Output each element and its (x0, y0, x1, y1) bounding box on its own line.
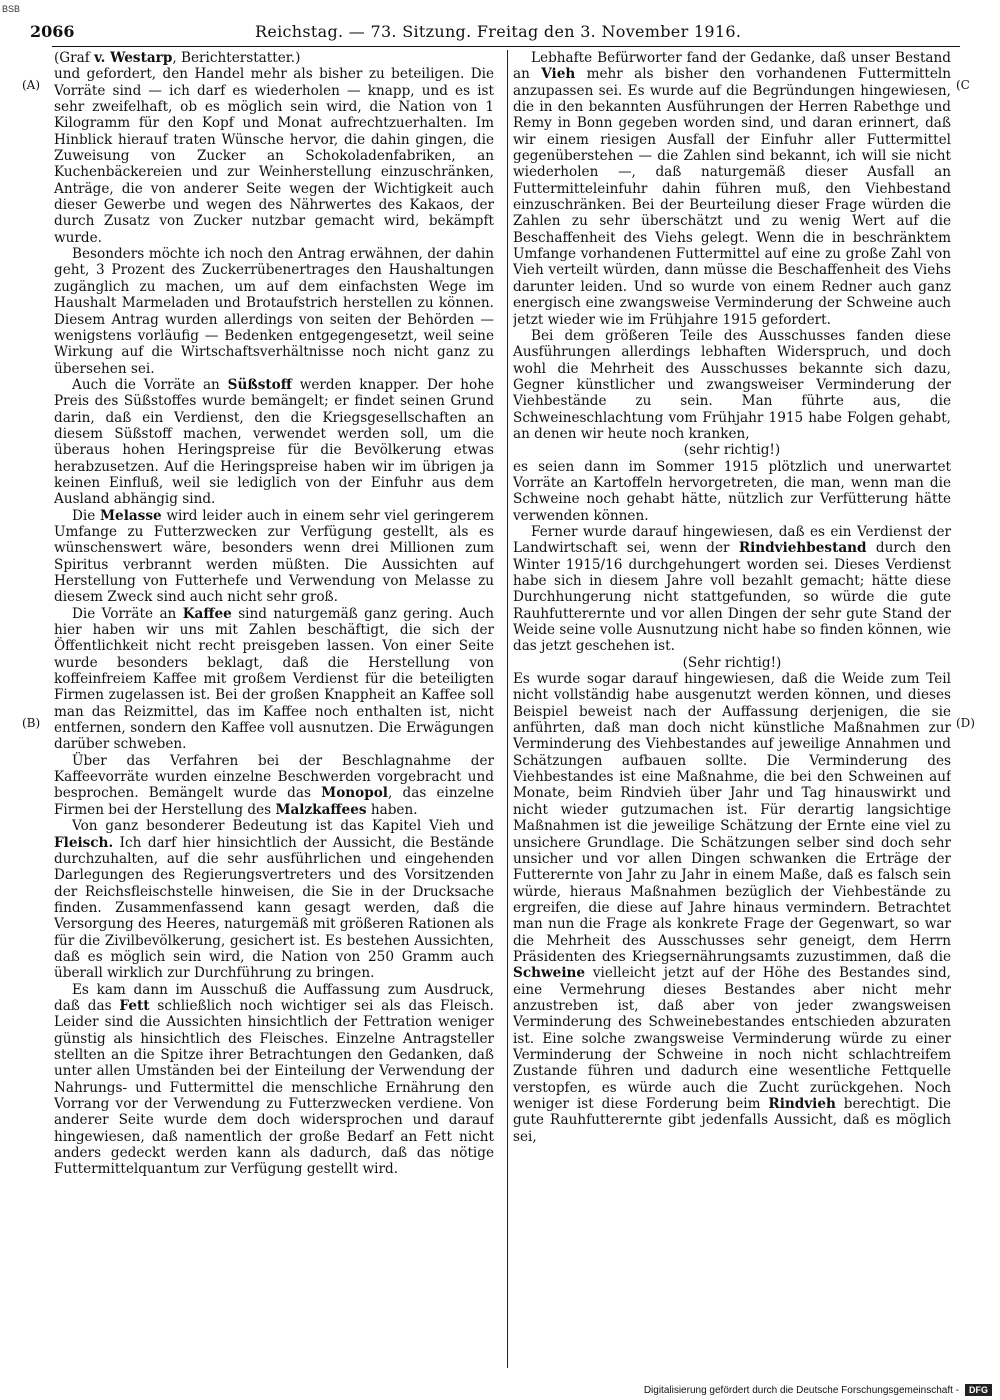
paragraph: Über das Verfahren bei der Beschlagnahme der Kaffeevorräte wurden einzelne Beschwerden vorgebracht und besprochen. Bemängelt wurde das Monopol, das einzelne Firmen bei der Herstellung des Malzkaffees haben. (54, 752, 494, 818)
running-title: Reichstag. — 73. Sitzung. Freitag den 3. November 1916. (255, 22, 742, 41)
library-corner-label: BSB (2, 4, 21, 14)
paragraph: Die Melasse wird leider auch in einem sehr viel geringerem Umfange zu Futterzwecken zur Verfügung gestellt, als es wünschenswert wäre, besonders wenn drei Millionen zum Spiritus verbrannt werden müßten. Die Aussichten auf Herstellung von Futterhefe und Verwendung von Melasse zu diesem Zweck sind auch nicht sehr groß. (54, 507, 494, 606)
keyword: Vieh (541, 66, 576, 83)
keyword: Malzkaffees (275, 801, 367, 818)
paragraph: Ferner wurde darauf hingewiesen, daß es ein Verdienst der Landwirtschaft sei, wenn der Rindviehbestand durch den Winter 1915/16 durchgehungert worden sei. Dieses Verdienst habe sich in diesem Jahre voll bezahlt gemacht; hätte diese Durchhungerung nicht stattgefunden, so würde die gute Rauhfutterernte und vor allen Dingen der sehr gute Stand der Weide seine volle Ausnutzung nicht habe so finden können, wie das jetzt geschehen ist. (513, 523, 951, 655)
paragraph: Besonders möchte ich noch den Antrag erwähnen, der dahin geht, 3 Prozent des Zuckerrübenertrages den Haushaltungen zugänglich zu machen, um auf dem einfachsten Wege im Haushalt Marmeladen und Brotaufstrich herstellen zu können. Diesem Antrag wurden allerdings von seiten der Behörden — wenigstens vorläufig — Bedenken entgegengesetzt, weil seine Wirkung auf die Wirtschaftsverhältnisse noch nicht ganz zu übersehen sei. (54, 246, 494, 377)
speaker-name: v. Westarp (94, 50, 173, 66)
header-rule (52, 46, 960, 47)
margin-mark-b: (B) (22, 716, 41, 730)
interjection: (sehr richtig!) (683, 442, 781, 459)
column-divider (507, 50, 508, 1368)
footer-credit (644, 1384, 992, 1396)
paragraph: es seien dann im Sommer 1915 plötzlich und unerwartet Vorräte an Kartoffeln hervorgetreten, die man, wenn man die Schweine noch gehabt hätte, nützlich zur Verfütterung hätte verwenden können. (513, 458, 951, 524)
keyword: Kaffee (182, 605, 232, 622)
keyword: Melasse (100, 507, 162, 524)
paragraph: Von ganz besonderer Bedeutung ist das Kapitel Vieh und Fleisch. Ich darf hier hinsichtlich der Aussicht, die Bestände durchzuhalten, auf die sehr ausführlichen und eingehenden Darlegungen des Regierungsvertreters und des Vorsitzenden der Reichsfleischstelle hinweisen, die Sie in der Drucksache finden. Zusammenfassend kann gesagt werden, daß die Versorgung des Heeres, naturgemäß mit größeren Rationen als für die Zivilbevölkerung, gesichert ist. Es bestehen Aussichten, daß es möglich sein wird, die Nation von 250 Gramm auch überall wirklich zur Durchführung zu bringen. (54, 818, 494, 982)
paragraph: Es wurde sogar darauf hingewiesen, daß die Weide zum Teil nicht vollständig habe ausgenutzt werden können, und dieses Beispiel beweist nach der Auffassung derjenigen, die sie anführten, daß man doch nicht künstliche Maßnahmen zur Verminderung des Viehbestandes auf jeweilige Annahmen und Schätzungen aufbauen sollte. Die Verminderung des Viehbestandes ist eine Maßnahme, die bei den Schweinen auf Monate, beim Rindvieh über Jahr und Tag hinauswirkt und nicht wieder gutzumachen ist. Für derartig langsichtige Maßnahmen ist die jeweilige Schätzung der Ernte eine viel zu unsichere Grundlage. Die Schätzungen selber sind doch sehr unsicher und vor allen Dingen schwanken die Erträge der Futterernte von Jahr zu Jahr in einem Maße, daß es falsch sein würde, hieraus Maßnahmen bezüglich der Viehbestände zu ergreifen, die diese auf Jahre hinaus vermindern. Betrachtet man nun die Frage als konkrete Frage der Gegenwart, so war die Mehrheit des Ausschusses sehr geneigt, dem Herrn Präsidenten des Kriegsernährungsamts zuzustimmen, daß die Schweine vielleicht jetzt auf der Höhe des Bestandes sind, eine Vermehrung dieses Bestandes aber nicht mehr anzustreben ist, daß aber von jeder zwangsweisen Verminderung des Schweinebestandes entschieden abzuraten ist. Eine solche zwangsweise Verminderung würde zu einer Verminderung der Schweine in noch nicht schlachtreifem Zustande führen und dadurch eine wesentliche Fettquelle verstopfen, es würde auch die Zucht zurückgehen. Noch weniger ist diese Forderung beim Rindvieh berechtigt. Die gute Rauhfutterernte gibt jedenfalls Aussicht, daß es möglich sei, (513, 671, 951, 1145)
keyword: Süßstoff (227, 376, 292, 393)
footer-text: Digitalisierung gefördert durch die Deutsche Forschungsgemeinschaft - (643, 1384, 959, 1396)
keyword: Schweine (513, 965, 586, 982)
keyword: Rindvieh (768, 1096, 836, 1112)
paragraph: Es kam dann im Ausschuß die Auffassung zum Ausdruck, daß das Fett schließlich noch wichtiger sei als das Fleisch. Leider sind die Aussichten hinsichtlich der Fettration weniger günstig als hinsichtlich des Fleisches. Einzelne Antragsteller stellten an die Spitze ihrer Betrachtungen den Gedanken, daß unter allen Umständen bei der Einteilung der Verwendung der Nahrungs- und Futtermittel die menschliche Ernährung den Vorrang vor der Verwendung zu Futterzwecken verdiene. Von anderer Seite wurde dem doch widersprochen und darauf hingewiesen, daß namentlich der große Bedarf an Fett nicht anders gedeckt werden kann als dadurch, daß das nötige Futtermittelquantum zur Verfügung gestellt wird. (54, 981, 494, 1178)
keyword: Fleisch. (54, 834, 114, 851)
left-column (54, 50, 494, 1372)
keyword: Monopol (321, 785, 388, 802)
margin-mark-d: (D) (956, 716, 975, 730)
interjection: (Sehr richtig!) (682, 654, 782, 671)
keyword: Fett (119, 997, 150, 1014)
page-header (30, 22, 960, 46)
page-number: 2066 (30, 22, 75, 41)
right-column (513, 50, 951, 1372)
margin-mark-a: (A) (22, 78, 41, 92)
keyword: Rindviehbestand (738, 540, 867, 557)
speaker-line: (Graf v. Westarp, Berichterstatter.) (54, 50, 301, 66)
paragraph: Bei dem größeren Teile des Ausschusses fanden diese Ausführungen allerdings lebhaften Widerspruch, und doch wohl die Mehrheit des Ausschusses bekannte sich dazu, Gegner künstlicher und zwangsweiser Verminderung der Viehbestände zu sein. Man führte aus, die Schweineschlachtung vom Frühjahr 1915 habe Folgen gehabt, an denen wir heute noch kranken, (513, 327, 951, 442)
paragraph: Die Vorräte an Kaffee sind naturgemäß ganz gering. Auch hier haben wir uns mit Zahlen beschäftigt, die sich der Öffentlichkeit nicht recht preisgeben lassen. Von einer Seite wurde besonders beklagt, daß die Herstellung von koffeinfreiem Kaffee mit großem Verdienst für die beteiligten Firmen zugelassen ist. Bei der großen Knappheit an Kaffee soll man das Reizmittel, das im Kaffee noch enthalten ist, nicht entfernen, sondern den Kaffee voll ausnutzen. Die Erwägungen darüber schweben. (54, 605, 494, 753)
dfg-logo: DFG (965, 1384, 992, 1396)
paragraph: und gefordert, den Handel mehr als bisher zu beteiligen. Die Vorräte sind — ich darf es wiederholen — knapp, und es ist sehr zweifelhaft, ob es möglich sein wird, die Nation von 1 Kilogramm für den Kopf und Monat aufrechtzuerhalten. Im Hinblick hierauf traten Wünsche hervor, die dahin gingen, die Zuweisung von Zucker an Schokoladenfabriken, an Kuchenbäckereien und zur Weinherstellung einzuschränken, Anträge, die von anderer Seite wegen der Wichtigkeit auch dieser Gewerbe und wegen des Nährwertes des Kakaos, der durch Zusatz von Zucker nutzbar gemacht wird, bekämpft wurde. (54, 66, 494, 246)
paragraph: Auch die Vorräte an Süßstoff werden knapper. Der hohe Preis des Süßstoffes wurde bemängelt; er findet seinen Grund darin, daß ein Verdienst, den die Kriegsgesellschaften an diesem Süßstoff machen, verwendet werden soll, um die überaus hohen Heringspreise für die Bevölkerung etwas herabzusetzen. Auf die Heringspreise haben wir im übrigen ja keinen Einfluß, weil sie lediglich von der Einfuhr aus dem Ausland abhängig sind. (54, 376, 494, 508)
margin-mark-c: (C (956, 78, 970, 92)
paragraph: Lebhafte Befürworter fand der Gedanke, daß unser Bestand an Vieh mehr als bisher den vorhandenen Futtermitteln anzupassen sei. Es wurde auf die Begründungen hingewiesen, die in den bekannten Ausführungen der Herren Rabethge und Remy in Bonn gegeben worden sind, und daran erinnert, daß wir einem riesigen Ausfall der Einfuhr aller Futtermittel gegenüberstehen — die Zahlen sind bekannt, ich will sie nicht wiederholen —, daß naturgemäß dieser Ausfall an Futtermitteleinfuhr dahin führen muß, den Viehbestand einzuschränken. Bei der Beurteilung dieser Frage würden die Zahlen zu sehr überschätzt und zu wenig Wert auf die Beschaffenheit des Viehs gelegt. Wenn die in beschränktem Umfange vorhandenen Futtermittel auf eine zu große Zahl von Vieh verteilt würden, dann müsse die Beschaffenheit des Viehs darunter leiden. Und so wurde von einem Redner auch ganz energisch eine zwangsweise Verminderung der Schweine auch jetzt wieder wie im Frühjahre 1915 gefordert. (513, 50, 951, 328)
